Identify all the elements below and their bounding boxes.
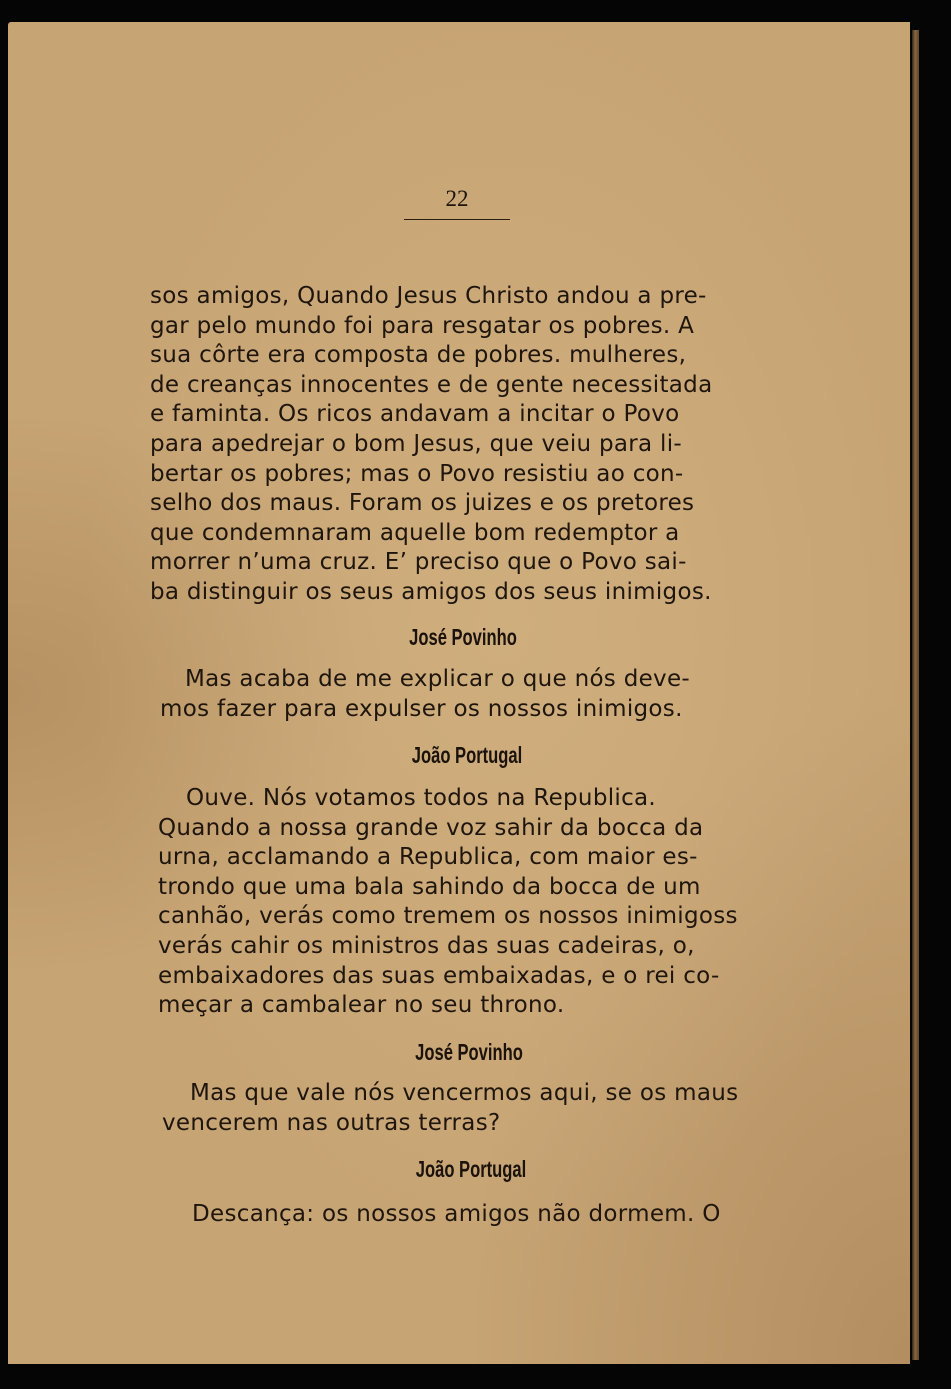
text-line: Quando a nossa grande voz sahir da bocca da	[158, 814, 704, 841]
page-number-rule	[404, 219, 510, 220]
text-line: gar pelo mundo foi para resgatar os pobres. A	[150, 312, 695, 339]
text-line: bertar os pobres; mas o Povo resistiu ao con-	[150, 460, 684, 487]
text-line: Ouve. Nós votamos todos na Republica.	[186, 785, 657, 811]
text-line: vencerem nas outras terras?	[162, 1109, 501, 1136]
text-line: para apedrejar o bom Jesus, que veiu para li-	[150, 430, 683, 457]
paragraph-2	[160, 665, 780, 724]
text-line: selho dos maus. Foram os juizes e os pretores	[150, 490, 695, 517]
speaker-heading: João Portugal	[411, 742, 523, 768]
text-line: mos fazer para expulser os nossos inimigos.	[160, 695, 683, 722]
text-line: Descança: os nossos amigos não dormem. O	[192, 1201, 721, 1227]
paragraph-5	[164, 1200, 784, 1230]
text-line: Mas que vale nós vencermos aqui, se os maus	[190, 1080, 739, 1106]
speaker-heading: José Povinho	[415, 1039, 523, 1065]
text-line: morrer n’uma cruz. E’ preciso que o Povo sai-	[150, 549, 687, 576]
page-number: 22	[445, 186, 469, 211]
text-line: Mas acaba de me explicar o que nós deve-	[185, 666, 691, 692]
text-line: e faminta. Os ricos andavam a incitar o Povo	[150, 401, 680, 428]
text-line: meçar a cambalear no seu throno.	[158, 992, 565, 1019]
text-line: sua côrte era composta de pobres. mulheres,	[150, 342, 687, 369]
text-line: embaixadores das suas embaixadas, e o rei co-	[158, 962, 720, 989]
text-line: que condemnaram aquelle bom redemptor a	[150, 519, 680, 546]
speaker-heading: João Portugal	[415, 1156, 527, 1182]
paragraph-3	[158, 784, 780, 1021]
paragraph-1	[150, 282, 770, 608]
page-edge	[912, 30, 919, 1360]
paragraph-4	[162, 1079, 782, 1138]
text-line: trondo que uma bala sahindo da bocca de um	[158, 873, 701, 900]
text-line: canhão, verás como tremem os nossos inimigoss	[158, 903, 738, 930]
text-line: de creanças innocentes e de gente necessitada	[150, 371, 713, 398]
text-line: urna, acclamando a Republica, com maior es-	[158, 844, 698, 871]
speaker-heading: José Povinho	[409, 624, 517, 650]
text-line: verás cahir os ministros das suas cadeiras, o,	[158, 932, 695, 959]
text-line: ba distinguir os seus amigos dos seus inimigos.	[150, 578, 712, 605]
text-line: sos amigos, Quando Jesus Christo andou a pre-	[150, 283, 707, 309]
